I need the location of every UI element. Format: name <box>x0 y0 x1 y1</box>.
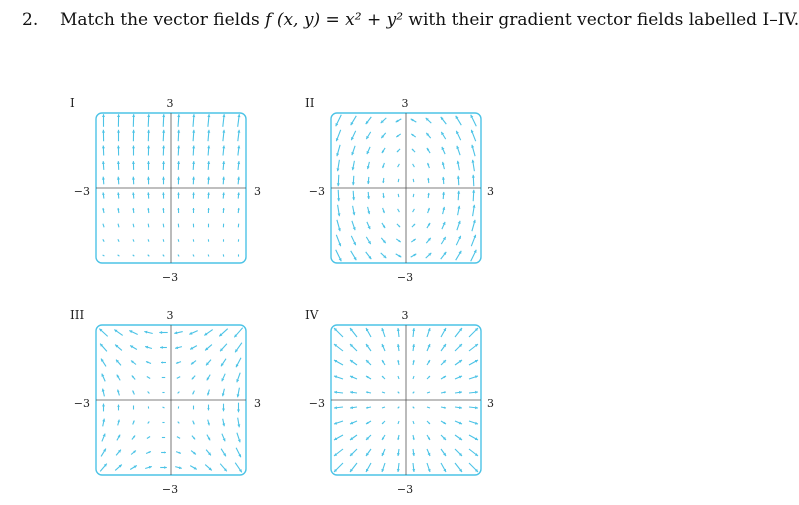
vector-arrowhead <box>162 130 165 133</box>
vector-arrowhead <box>102 114 105 117</box>
vector-arrowhead <box>177 177 180 180</box>
vector-field-plot-III <box>60 307 270 497</box>
vector-arrowhead <box>132 192 135 195</box>
vector-arrowhead <box>147 177 150 180</box>
vector-arrowhead <box>162 114 165 117</box>
vector-arrowhead <box>237 161 240 164</box>
vector-arrowhead <box>192 208 194 210</box>
vector-arrowhead <box>117 114 120 117</box>
vector-arrowhead <box>472 190 475 193</box>
tick-left: −3 <box>308 185 325 198</box>
plot-label: I <box>70 96 75 110</box>
vector-arrowhead <box>117 146 120 149</box>
vector-arrowhead <box>159 331 162 334</box>
vector-arrowhead <box>222 192 225 195</box>
vector-arrowhead <box>132 146 135 149</box>
vector-arrow <box>148 239 149 241</box>
problem-text-after: with their gradient vector fields labelled I–IV. <box>403 10 799 30</box>
vector-arrowhead <box>442 192 445 195</box>
vector-arrowhead <box>162 192 165 195</box>
vector-arrowhead <box>442 177 445 180</box>
vector-arrowhead <box>337 198 340 201</box>
vector-arrowhead <box>352 197 355 200</box>
vector-arrowhead <box>222 161 225 164</box>
vector-arrow <box>427 392 430 393</box>
vector-arrow <box>163 224 164 228</box>
vector-arrow <box>148 422 150 424</box>
vector-arrowhead <box>334 406 337 409</box>
vector-arrow <box>133 224 134 228</box>
vector-arrowhead <box>102 146 105 149</box>
vector-arrow <box>413 392 415 394</box>
vector-arrow <box>118 239 119 241</box>
vector-arrowhead <box>475 391 478 394</box>
vector-arrowhead <box>472 175 475 178</box>
vector-arrowhead <box>177 114 180 117</box>
vector-arrowhead <box>162 177 165 180</box>
vector-arrowhead <box>164 466 167 469</box>
vector-arrowhead <box>177 146 180 149</box>
vector-field-plot-I <box>60 95 270 285</box>
vector-arrowhead <box>352 182 355 185</box>
vector-arrow <box>413 194 414 197</box>
plot-label: II <box>305 96 315 110</box>
vector-arrowhead <box>132 177 135 180</box>
problem-number: 2. <box>22 10 39 30</box>
vector-arrow <box>398 209 400 212</box>
vector-arrowhead <box>132 114 135 117</box>
vector-arrowhead <box>147 146 150 149</box>
problem-text-before: Match the vector fields <box>60 10 266 30</box>
tick-bottom: −3 <box>396 271 414 284</box>
vector-arrowhead <box>160 346 163 349</box>
vector-arrow <box>178 392 180 394</box>
vector-arrowhead <box>192 161 195 164</box>
vector-arrow <box>163 239 164 241</box>
problem-formula: f (x, y) = x² + y² <box>265 10 404 30</box>
vector-arrow <box>413 376 414 379</box>
vector-arrowhead <box>207 146 210 149</box>
vector-arrowhead <box>237 192 240 195</box>
tick-right: 3 <box>254 185 261 198</box>
vector-arrowhead <box>102 130 105 133</box>
plot-I <box>60 95 270 289</box>
vector-arrow <box>398 194 399 197</box>
vector-arrowhead <box>102 161 105 164</box>
vector-arrowhead <box>147 192 150 195</box>
vector-arrowhead <box>177 161 180 164</box>
vector-arrowhead <box>207 192 210 195</box>
tick-right: 3 <box>487 185 494 198</box>
vector-arrow <box>163 407 165 408</box>
vector-arrowhead <box>222 409 225 412</box>
vector-arrowhead <box>147 161 150 164</box>
vector-arrowhead <box>222 130 225 133</box>
vector-arrowhead <box>164 451 166 453</box>
vector-arrowhead <box>177 192 180 194</box>
vector-arrow <box>177 377 180 379</box>
vector-arrowhead <box>102 404 105 407</box>
vector-arrow <box>413 164 415 167</box>
vector-arrowhead <box>117 161 120 164</box>
vector-arrow <box>427 407 430 408</box>
vector-arrowhead <box>192 130 195 133</box>
vector-arrow <box>382 392 385 393</box>
tick-top: 3 <box>401 309 409 322</box>
vector-arrow <box>133 239 134 241</box>
vector-arrow <box>103 255 105 256</box>
vector-arrow <box>413 407 415 409</box>
vector-arrow <box>398 164 400 167</box>
vector-arrow <box>147 377 150 379</box>
plot-IV <box>295 307 505 501</box>
vector-arrow <box>178 422 180 424</box>
vector-arrow <box>133 255 135 256</box>
vector-arrow <box>178 239 179 241</box>
vector-arrowhead <box>412 328 415 331</box>
plot-label: III <box>70 308 85 322</box>
vector-arrowhead <box>237 177 240 180</box>
vector-arrow <box>103 224 104 228</box>
vector-arrow <box>148 255 150 257</box>
vector-arrowhead <box>222 177 225 180</box>
vector-arrow <box>118 224 119 228</box>
vector-arrow <box>413 209 415 212</box>
tick-right: 3 <box>487 397 494 410</box>
vector-arrowhead <box>207 161 210 164</box>
vector-arrowhead <box>162 161 165 164</box>
vector-arrowhead <box>337 183 340 186</box>
vector-arrowhead <box>192 177 195 180</box>
vector-arrowhead <box>117 177 120 180</box>
vector-arrowhead <box>117 192 120 195</box>
vector-arrowhead <box>367 181 370 184</box>
vector-arrow <box>103 239 104 241</box>
vector-arrowhead <box>162 208 164 210</box>
plot-label: IV <box>305 308 319 322</box>
vector-arrowhead <box>192 146 195 149</box>
vector-arrowhead <box>222 146 225 149</box>
vector-arrowhead <box>222 114 225 117</box>
vector-arrowhead <box>147 114 150 117</box>
vector-arrow <box>178 255 179 257</box>
vector-arrowhead <box>132 130 135 133</box>
vector-arrowhead <box>192 114 195 117</box>
vector-arrowhead <box>208 208 210 210</box>
tick-left: −3 <box>73 185 90 198</box>
vector-arrowhead <box>162 146 165 149</box>
vector-arrowhead <box>177 130 180 133</box>
vector-arrowhead <box>397 328 400 331</box>
vector-arrow <box>413 421 414 424</box>
vector-arrow <box>163 255 164 257</box>
vector-field-plot-IV <box>295 307 505 497</box>
vector-arrow <box>398 392 400 394</box>
plot-III <box>60 307 270 501</box>
tick-top: 3 <box>401 97 409 110</box>
vector-field-plot-II <box>295 95 505 285</box>
vector-arrow <box>413 179 414 182</box>
tick-left: −3 <box>308 397 325 410</box>
vector-arrowhead <box>367 196 370 199</box>
plot-II <box>295 95 505 289</box>
vector-arrow <box>208 255 209 257</box>
tick-bottom: −3 <box>161 271 179 284</box>
tick-top: 3 <box>166 309 174 322</box>
tick-top: 3 <box>166 97 174 110</box>
vector-arrow <box>382 407 385 408</box>
vector-arrowhead <box>132 161 135 164</box>
vector-arrowhead <box>457 191 460 194</box>
vector-arrowhead <box>237 410 240 413</box>
vector-arrowhead <box>117 405 120 407</box>
vector-arrow <box>148 392 150 394</box>
vector-arrowhead <box>207 408 210 410</box>
tick-bottom: −3 <box>396 483 414 496</box>
vector-arrowhead <box>207 130 210 133</box>
vector-arrowhead <box>457 176 460 179</box>
tick-bottom: −3 <box>161 483 179 496</box>
vector-arrowhead <box>207 177 210 180</box>
vector-arrow <box>177 437 180 439</box>
vector-arrowhead <box>412 469 415 472</box>
vector-arrowhead <box>397 469 400 472</box>
vector-arrow <box>148 224 149 228</box>
vector-arrow <box>193 255 194 257</box>
vector-arrowhead <box>147 130 150 133</box>
tick-left: −3 <box>73 397 90 410</box>
vector-arrow <box>398 179 399 182</box>
vector-arrow <box>398 376 399 379</box>
vector-arrowhead <box>161 361 163 363</box>
vector-arrowhead <box>207 114 210 117</box>
tick-right: 3 <box>254 397 261 410</box>
vector-arrowhead <box>192 192 195 195</box>
vector-arrow <box>147 437 150 439</box>
vector-arrowhead <box>334 391 337 394</box>
vector-arrowhead <box>117 130 120 133</box>
vector-arrowhead <box>475 406 478 409</box>
vector-arrowhead <box>102 177 105 180</box>
vector-arrow <box>398 421 399 424</box>
vector-arrow <box>118 255 120 256</box>
vector-arrow <box>398 407 400 409</box>
vector-arrowhead <box>177 208 179 210</box>
problem-statement <box>22 10 799 30</box>
vector-arrowhead <box>223 208 225 210</box>
